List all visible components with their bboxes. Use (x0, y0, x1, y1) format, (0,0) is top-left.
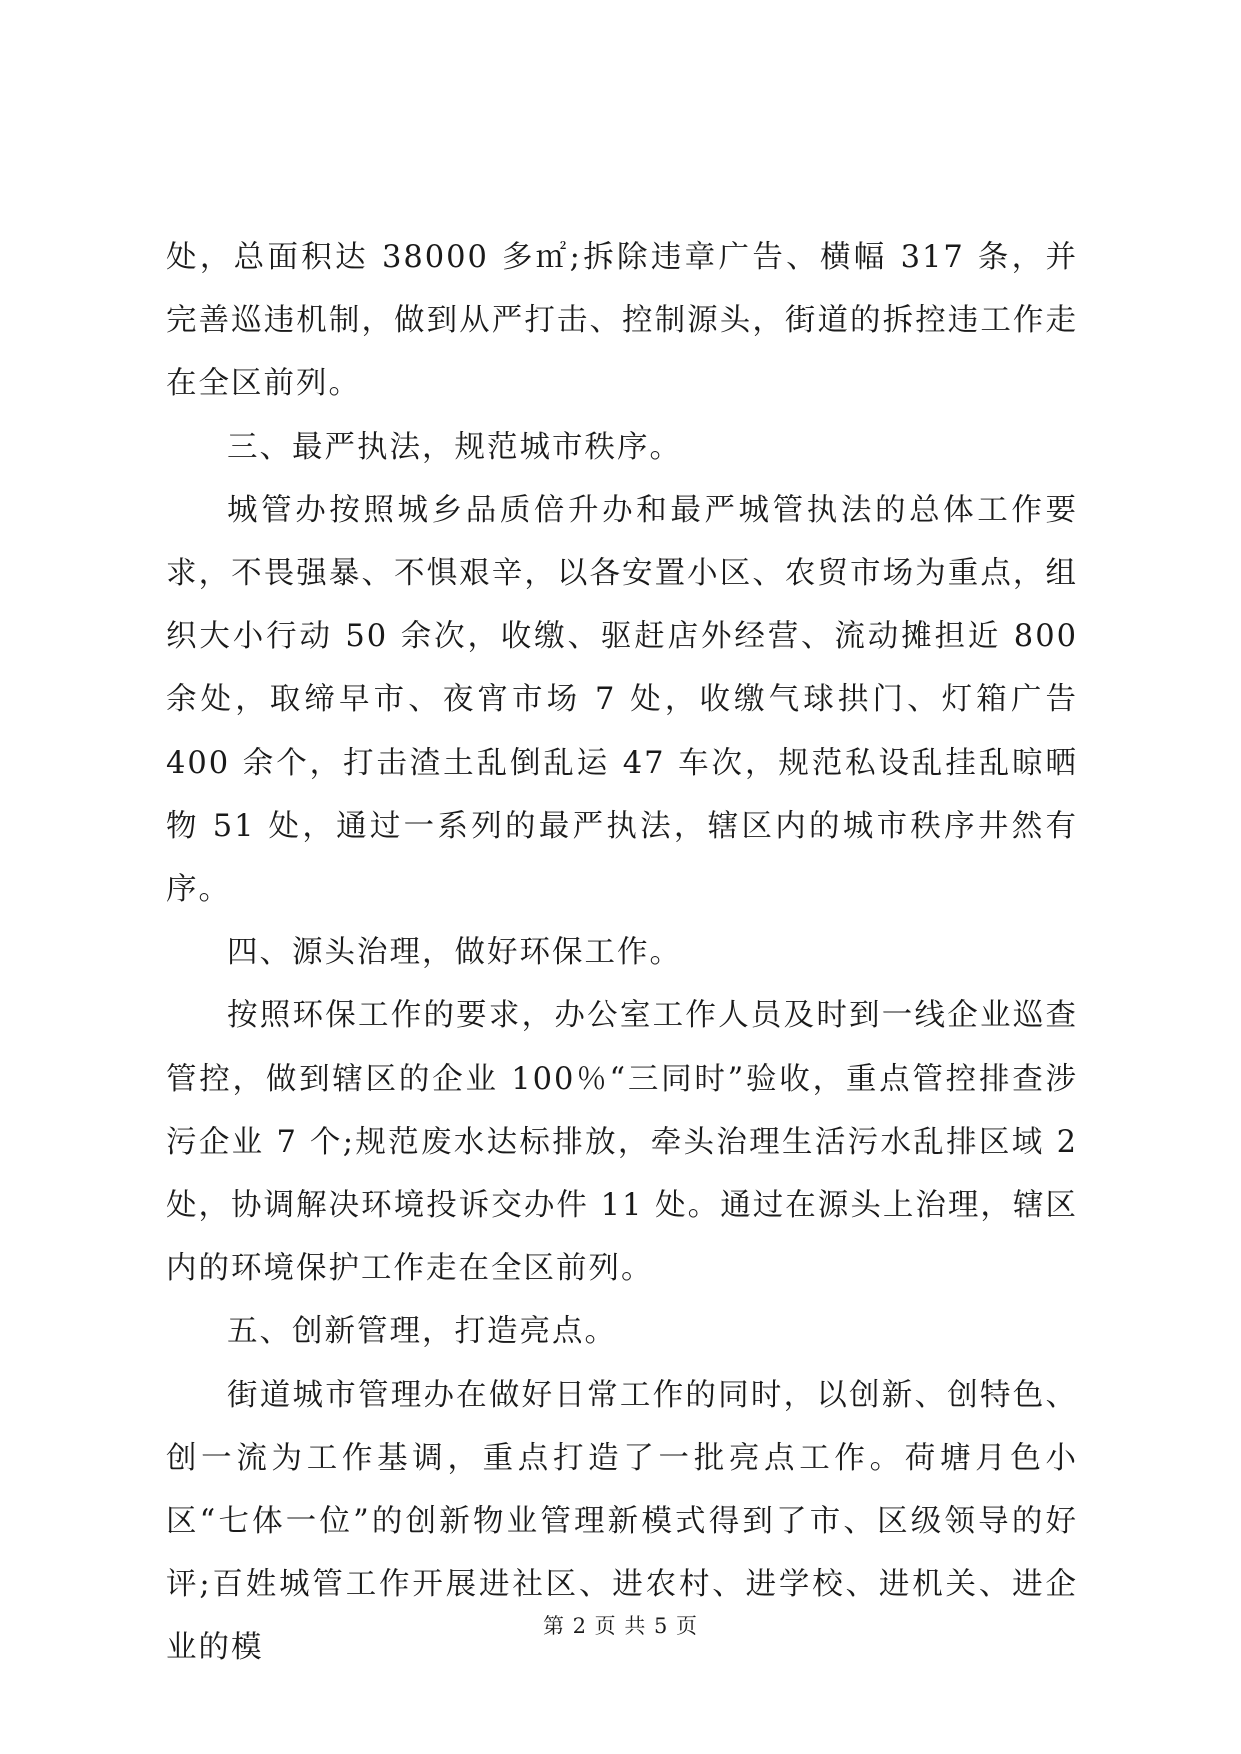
page-number: 第 2 页 共 5 页 (542, 1614, 699, 1638)
paragraph-section-5: 街道城市管理办在做好日常工作的同时，以创新、创特色、创一流为工作基调，重点打造了一批亮点工作。荷塘月色小区“七体一位”的创新物业管理新模式得到了市、区级领导的好评;百姓城管工作开展进社区、进农村、进学校、进机关、进企业的模 (166, 1377, 1078, 1666)
page-footer (0, 1610, 1241, 1640)
paragraph-section-4: 按照环保工作的要求，办公室工作人员及时到一线企业巡查管控，做到辖区的企业 100％“三同时”验收，重点管控排查涉污企业 7 个;规范废水达标排放，牵头治理生活污水乱排区域 2 处，协调解决环境投诉交办件 11 处。通过在源头上治理，辖区内的环境保护工作走在全区前列。 (166, 998, 1078, 1287)
document-body (166, 226, 1078, 1680)
heading-section-5: 五、创新管理，打造亮点。 (227, 1314, 617, 1350)
paragraph-section-3: 城管办按照城乡品质倍升办和最严城管执法的总体工作要求，不畏强暴、不惧艰辛，以各安置小区、农贸市场为重点，组织大小行动 50 余次，收缴、驱赶店外经营、流动摊担近 800 余处，取缔早市、夜宵市场 7 处，收缴气球拱门、灯箱广告 400 余个，打击渣土乱倒乱运 47 车次，规范私设乱挂乱晾晒物 51 处，通过一系列的最严执法，辖区内的城市秩序井然有序。 (166, 492, 1078, 908)
paragraph-continuation: 处，总面积达 38000 多㎡;拆除违章广告、横幅 317 条，并完善巡违机制，做到从严打击、控制源头，街道的拆控违工作走在全区前列。 (166, 240, 1078, 402)
heading-section-3: 三、最严执法，规范城市秩序。 (227, 429, 682, 465)
heading-section-4: 四、源头治理，做好环保工作。 (227, 935, 682, 971)
